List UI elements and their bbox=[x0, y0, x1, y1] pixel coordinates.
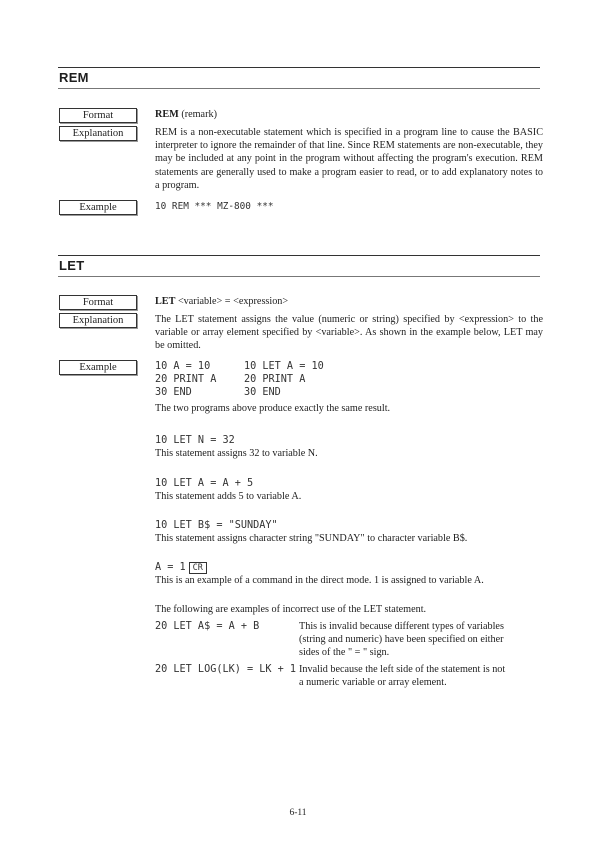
let-format-keyword: LET bbox=[155, 296, 176, 307]
let-top-rule bbox=[58, 255, 540, 256]
prog-a-line-1: 10 A = 10 bbox=[155, 361, 211, 372]
rem-bottom-rule bbox=[58, 88, 540, 89]
example-2-text: This statement adds 5 to variable A. bbox=[155, 491, 302, 502]
example-4-text: This is an example of a command in the direct mode. 1 is assigned to variable A. bbox=[155, 575, 484, 586]
page-number: 6-11 bbox=[289, 808, 307, 818]
let-example-label: Example bbox=[59, 360, 137, 375]
bad-example-1-line-1: This is invalid because different types of variables bbox=[299, 621, 504, 632]
rem-explanation: REM is a non-executable statement which is specified in a program line to cause the BASIC interpreter to ignore the remainder of that line. Since REM statements are non-executable, they may be included at any point in the program without affecting the program's execution. REM statements are generally used to make a program easier to read, or to add explanatory notes to a program. bbox=[155, 127, 543, 191]
prog-b-line-2: 20 PRINT A bbox=[244, 374, 306, 385]
let-format-label: Format bbox=[59, 295, 137, 310]
let-explanation: The LET statement assigns the value (numeric or string) specified by <expression> to the variable or array element specified by <variable>. As shown in the example below, LET may be omitted. bbox=[155, 314, 543, 352]
rem-top-rule bbox=[58, 67, 540, 68]
rem-example-code: 10 REM *** MZ-800 *** bbox=[155, 201, 274, 212]
let-bottom-rule bbox=[58, 276, 540, 277]
bad-example-1-line-3: sides of the " = " sign. bbox=[299, 647, 390, 658]
rem-format-rest: (remark) bbox=[178, 109, 217, 120]
rem-format-keyword: REM bbox=[155, 109, 179, 120]
rem-format bbox=[155, 108, 543, 121]
cr-key: CR bbox=[189, 562, 207, 574]
bad-example-1-line-2: (string and numeric) have been specified on either bbox=[299, 634, 504, 645]
prog-b-line-1: 10 LET A = 10 bbox=[244, 361, 324, 372]
same-result-text: The two programs above produce exactly the same result. bbox=[155, 403, 391, 414]
bad-example-2-line-2: a numeric variable or array element. bbox=[299, 677, 447, 688]
example-1-code: 10 LET N = 32 bbox=[155, 435, 235, 446]
prog-b-line-3: 30 END bbox=[244, 387, 281, 398]
bad-example-2-line-1: Invalid because the left side of the statement is not bbox=[299, 664, 506, 675]
example-2-code: 10 LET A = A + 5 bbox=[155, 478, 254, 489]
bad-example-1-code: 20 LET A$ = A + B bbox=[155, 621, 260, 632]
rem-example-label: Example bbox=[59, 200, 137, 215]
rem-format-label: Format bbox=[59, 108, 137, 123]
example-1-text: This statement assigns 32 to variable N. bbox=[155, 448, 318, 459]
example-3-code: 10 LET B$ = "SUNDAY" bbox=[155, 520, 278, 531]
let-explanation-label: Explanation bbox=[59, 313, 137, 328]
prog-a-line-3: 30 END bbox=[155, 387, 192, 398]
rem-heading: REM bbox=[59, 70, 89, 85]
example-4-statement: A = 1 bbox=[155, 562, 186, 573]
example-4-code bbox=[155, 561, 207, 574]
rem-explanation-label: Explanation bbox=[59, 126, 137, 141]
prog-a-line-2: 20 PRINT A bbox=[155, 374, 217, 385]
incorrect-intro: The following are examples of incorrect use of the LET statement. bbox=[155, 604, 427, 615]
let-heading: LET bbox=[59, 258, 85, 273]
example-3-text: This statement assigns character string "SUNDAY" to character variable B$. bbox=[155, 533, 468, 544]
let-format bbox=[155, 295, 543, 308]
let-format-rest: <variable> = <expression> bbox=[175, 296, 289, 307]
bad-example-2-code: 20 LET LOG(LK) = LK + 1 bbox=[155, 664, 297, 675]
